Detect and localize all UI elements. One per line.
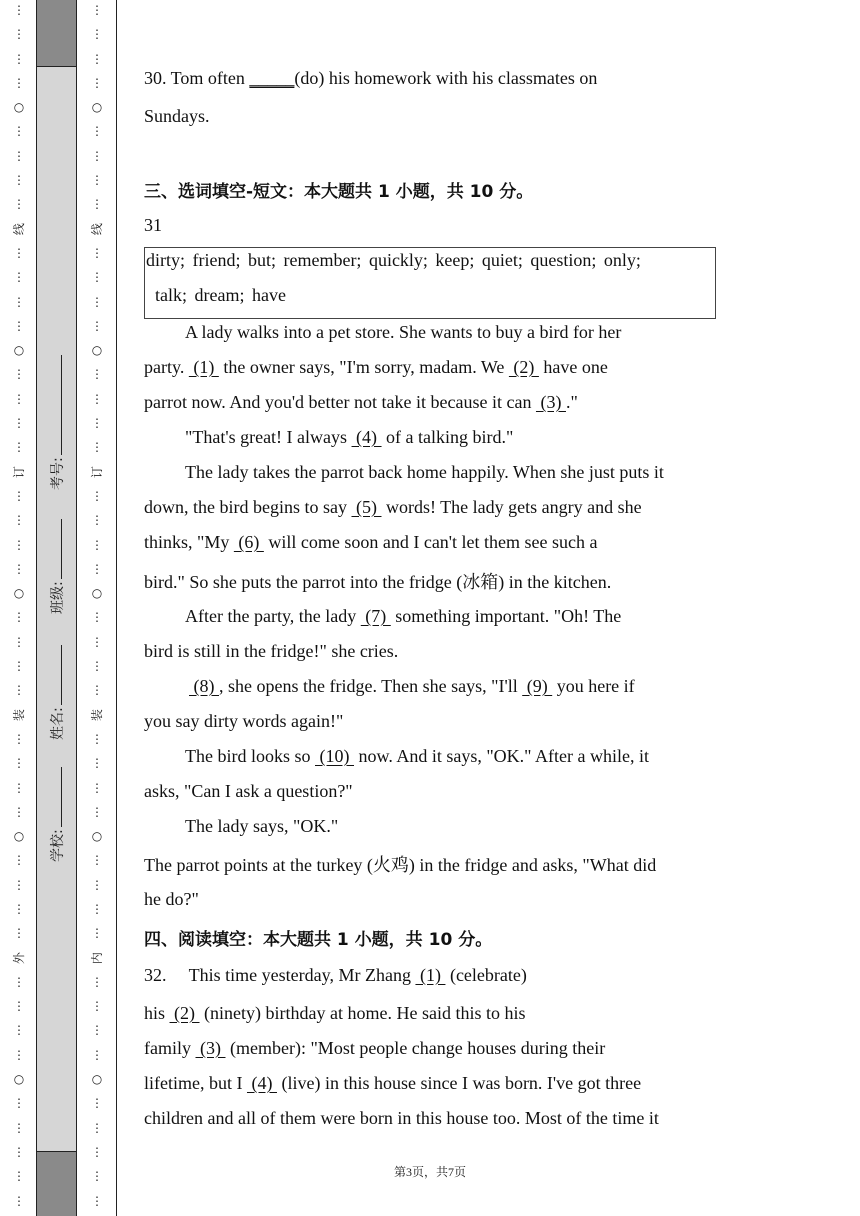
dotted-segment: ⋮ xyxy=(91,245,103,260)
passage-line: asks, "Can I ask a question?" xyxy=(144,781,353,801)
class-label: 班级: xyxy=(50,581,66,614)
passage-line: party. (1) the owner says, "I'm sorry, madam. We (2) have one xyxy=(144,357,608,377)
blank-32-4: (4) xyxy=(246,1073,277,1093)
question-32-line: family (3) (member): "Most people change houses during their xyxy=(144,1038,606,1058)
dotted-segment: ⋮ xyxy=(91,1169,103,1184)
page-footer: 第3页，共7页 xyxy=(393,1165,467,1179)
dotted-segment: ⋮ xyxy=(13,1096,25,1111)
blank-2: (2) xyxy=(508,357,539,377)
dotted-segment: ⋮ xyxy=(13,27,25,42)
binding-circle-icon: ○ xyxy=(91,829,103,844)
inner-dotted-line xyxy=(89,0,105,1213)
dotted-segment: ⋮ xyxy=(13,391,25,406)
dotted-segment: ⋮ xyxy=(13,1023,25,1038)
dotted-segment: ⋮ xyxy=(91,853,103,868)
dotted-segment: ⋮ xyxy=(91,27,103,42)
dotted-segment: ⋮ xyxy=(13,124,25,139)
dotted-segment: ⋮ xyxy=(13,197,25,212)
section-3-heading: 三、选词填空-短文：本大题共 1 小题，共 10 分。 xyxy=(144,182,534,202)
dotted-segment: ⋮ xyxy=(13,3,25,17)
passage-line: The parrot points at the turkey (火鸡) in the fridge and asks, "What did xyxy=(144,855,657,875)
dotted-segment: ⋮ xyxy=(13,318,25,333)
dotted-segment: ⋮ xyxy=(91,173,103,188)
passage-line: The lady takes the parrot back home happily. When she just puts it xyxy=(185,462,664,482)
question-32-line: children and all of them were born in this house too. Most of the time it xyxy=(144,1108,659,1128)
binding-circle-icon: ○ xyxy=(13,100,25,115)
dotted-segment: ⋮ xyxy=(13,659,25,674)
dotted-segment: ⋮ xyxy=(91,901,103,916)
dotted-segment: ⋮ xyxy=(91,148,103,163)
passage-line: (8) , she opens the fridge. Then she says, "I'll (9) you here if xyxy=(189,676,635,696)
binding-mark: 内 xyxy=(89,951,104,964)
word-bank-line-1: dirty; friend; but; remember; quickly; keep; quiet; question; only; xyxy=(146,250,641,270)
blank-1: (1) xyxy=(188,357,219,377)
dotted-segment: ⋮ xyxy=(13,294,25,309)
blank-6: (6) xyxy=(233,532,264,552)
dotted-segment: ⋮ xyxy=(91,537,103,552)
dotted-segment: ⋮ xyxy=(91,804,103,819)
dotted-segment: ⋮ xyxy=(91,634,103,649)
dotted-segment: ⋮ xyxy=(13,780,25,795)
binding-circle-icon: ○ xyxy=(13,829,25,844)
dotted-segment: ⋮ xyxy=(13,245,25,260)
dotted-segment: ⋮ xyxy=(91,756,103,771)
question-31-number: 31 xyxy=(144,215,162,235)
dotted-segment: ⋮ xyxy=(13,1193,25,1208)
dotted-segment: ⋮ xyxy=(91,197,103,212)
dotted-segment: ⋮ xyxy=(13,148,25,163)
blank-32-3: (3) xyxy=(195,1038,226,1058)
passage-line: you say dirty words again!" xyxy=(144,711,344,731)
passage-line: down, the bird begins to say (5) words! The lady gets angry and she xyxy=(144,497,642,517)
dotted-segment: ⋮ xyxy=(13,367,25,382)
dotted-segment: ⋮ xyxy=(91,877,103,892)
blank-8: (8) xyxy=(189,676,219,696)
dotted-segment: ⋮ xyxy=(91,731,103,746)
margin-dark-block-bottom xyxy=(37,1151,76,1216)
dotted-segment: ⋮ xyxy=(13,999,25,1014)
section-4-heading: 四、阅读填空：本大题共 1 小题，共 10 分。 xyxy=(144,930,493,950)
blank-32-1: (1) xyxy=(415,965,446,985)
dotted-segment: ⋮ xyxy=(13,901,25,916)
dotted-segment: ⋮ xyxy=(13,488,25,503)
dotted-segment: ⋮ xyxy=(91,294,103,309)
dotted-segment: ⋮ xyxy=(91,391,103,406)
binding-mark: 装 xyxy=(89,708,104,721)
dotted-segment: ⋮ xyxy=(13,537,25,552)
dotted-segment: ⋮ xyxy=(91,488,103,503)
dotted-segment: ⋮ xyxy=(91,3,103,17)
dotted-segment: ⋮ xyxy=(91,416,103,431)
blank-10: (10) xyxy=(315,746,354,766)
dotted-segment: ⋮ xyxy=(13,513,25,528)
blank-9: (9) xyxy=(522,676,553,696)
binding-mark: 订 xyxy=(11,465,26,478)
word-bank-line-2: talk; dream; have xyxy=(155,285,286,305)
dotted-segment: ⋮ xyxy=(91,683,103,698)
question-30-blank: _____ xyxy=(249,68,295,88)
dotted-segment: ⋮ xyxy=(91,51,103,66)
dotted-segment: ⋮ xyxy=(13,974,25,989)
dotted-segment: ⋮ xyxy=(13,51,25,66)
dotted-segment: ⋮ xyxy=(13,1120,25,1135)
word-bank-box xyxy=(144,247,716,319)
blank-5: (5) xyxy=(351,497,382,517)
dotted-segment: ⋮ xyxy=(13,416,25,431)
dotted-segment: ⋮ xyxy=(91,780,103,795)
binding-mark: 装 xyxy=(11,708,26,721)
passage-line: "That's great! I always (4) of a talking bird." xyxy=(185,427,514,447)
dotted-segment: ⋮ xyxy=(13,561,25,576)
name-field xyxy=(47,645,67,740)
binding-circle-icon: ○ xyxy=(13,586,25,601)
dotted-segment: ⋮ xyxy=(91,1120,103,1135)
dotted-segment: ⋮ xyxy=(13,877,25,892)
dotted-segment: ⋮ xyxy=(91,367,103,382)
dotted-segment: ⋮ xyxy=(13,1144,25,1159)
passage-line: The bird looks so (10) now. And it says, "OK." After a while, it xyxy=(185,746,649,766)
dotted-segment: ⋮ xyxy=(91,1144,103,1159)
blank-7: (7) xyxy=(360,606,391,626)
binding-circle-icon: ○ xyxy=(91,1072,103,1087)
dotted-segment: ⋮ xyxy=(13,440,25,455)
binding-margin-inner xyxy=(77,0,117,1216)
binding-mark: 线 xyxy=(11,222,26,235)
dotted-segment: ⋮ xyxy=(13,804,25,819)
name-label: 姓名: xyxy=(50,707,66,740)
dotted-segment: ⋮ xyxy=(91,75,103,90)
school-field xyxy=(47,767,67,862)
question-32-line: lifetime, but I (4) (live) in this house since I was born. I've got three xyxy=(144,1073,642,1093)
dotted-segment: ⋮ xyxy=(91,999,103,1014)
dotted-segment: ⋮ xyxy=(91,561,103,576)
question-32-line: 32. This time yesterday, Mr Zhang (1) (celebrate) xyxy=(144,965,527,985)
outer-dotted-line xyxy=(11,0,27,1213)
dotted-segment: ⋮ xyxy=(91,610,103,625)
dotted-segment: ⋮ xyxy=(91,440,103,455)
dotted-segment: ⋮ xyxy=(91,270,103,285)
exam-number-field xyxy=(47,355,67,490)
margin-dark-block-top xyxy=(37,0,76,67)
passage-line: The lady says, "OK." xyxy=(185,816,339,836)
dotted-segment: ⋮ xyxy=(13,756,25,771)
question-30-line-1: 30. Tom often _____(do) his homework with his classmates on xyxy=(144,68,598,88)
dotted-segment: ⋮ xyxy=(13,610,25,625)
blank-32-2: (2) xyxy=(169,1003,200,1023)
dotted-segment: ⋮ xyxy=(91,1047,103,1062)
binding-circle-icon: ○ xyxy=(91,100,103,115)
binding-mark: 外 xyxy=(11,951,26,964)
binding-mark: 订 xyxy=(89,465,104,478)
dotted-segment: ⋮ xyxy=(13,173,25,188)
dotted-segment: ⋮ xyxy=(13,270,25,285)
passage-line: After the party, the lady (7) something important. "Oh! The xyxy=(185,606,622,626)
question-32-line: his (2) (ninety) birthday at home. He said this to his xyxy=(144,1003,526,1023)
dotted-segment: ⋮ xyxy=(91,318,103,333)
passage-line: he do?" xyxy=(144,889,199,909)
passage-line: bird is still in the fridge!" she cries. xyxy=(144,641,399,661)
dotted-segment: ⋮ xyxy=(91,1193,103,1208)
dotted-segment: ⋮ xyxy=(91,513,103,528)
binding-margin-outer xyxy=(0,0,37,1216)
blank-3: (3) xyxy=(535,392,566,412)
binding-circle-icon: ○ xyxy=(13,343,25,358)
binding-circle-icon: ○ xyxy=(91,343,103,358)
dotted-segment: ⋮ xyxy=(13,634,25,649)
passage-line: bird." So she puts the parrot into the fridge (冰箱) in the kitchen. xyxy=(144,572,612,592)
passage-line: A lady walks into a pet store. She wants to buy a bird for her xyxy=(185,322,622,342)
dotted-segment: ⋮ xyxy=(91,659,103,674)
passage-line: thinks, "My (6) will come soon and I can't let them see such a xyxy=(144,532,598,552)
dotted-segment: ⋮ xyxy=(91,974,103,989)
dotted-segment: ⋮ xyxy=(13,75,25,90)
passage-line: parrot now. And you'd better not take it because it can (3) ." xyxy=(144,392,578,412)
dotted-segment: ⋮ xyxy=(91,1096,103,1111)
dotted-segment: ⋮ xyxy=(13,731,25,746)
blank-4: (4) xyxy=(351,427,382,447)
dotted-segment: ⋮ xyxy=(91,124,103,139)
dotted-segment: ⋮ xyxy=(13,1047,25,1062)
binding-mark: 线 xyxy=(89,222,104,235)
class-field xyxy=(47,519,67,614)
dotted-segment: ⋮ xyxy=(13,1169,25,1184)
exam-number-label: 考号: xyxy=(50,457,66,490)
school-label: 学校: xyxy=(50,829,66,862)
binding-circle-icon: ○ xyxy=(13,1072,25,1087)
question-30-line-2: Sundays. xyxy=(144,106,210,126)
dotted-segment: ⋮ xyxy=(13,683,25,698)
binding-circle-icon: ○ xyxy=(91,586,103,601)
dotted-segment: ⋮ xyxy=(13,853,25,868)
dotted-segment: ⋮ xyxy=(91,926,103,941)
dotted-segment: ⋮ xyxy=(91,1023,103,1038)
dotted-segment: ⋮ xyxy=(13,926,25,941)
